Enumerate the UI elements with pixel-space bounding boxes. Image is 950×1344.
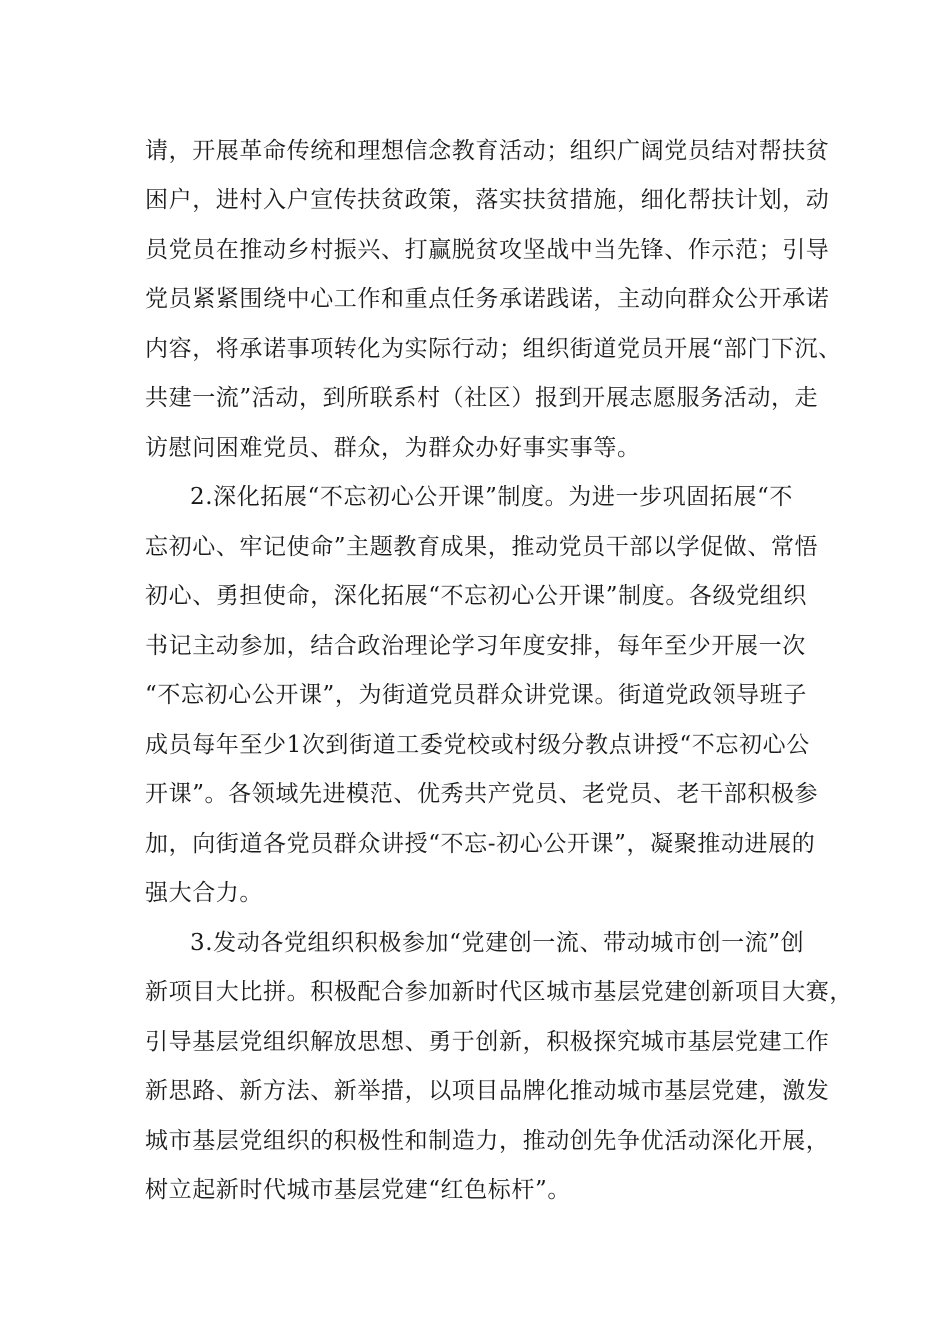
- text-line-22: 树立起新时代城市基层党建“红色标杆”。: [145, 1177, 571, 1203]
- text-line-12: “不忘初心公开课”，为街道党员群众讲党课。街道党政领导班子: [145, 682, 807, 708]
- text-line-13: 成员每年至少1次到街道工委党校或村级分教点讲授“不忘初心公: [145, 732, 810, 758]
- paragraph-2-first-line: 2.深化拓展“不忘初心公开课”制度。为进一步巩固拓展“不: [190, 484, 794, 510]
- text-line-21: 城市基层党组织的积极性和制造力，推动创先争优活动深化开展，: [145, 1128, 830, 1154]
- paragraph-3-first-line: 3.发动各党组织积极参加“党建创一流、带动城市创一流”创: [190, 930, 805, 956]
- text-line-16: 强大合力。: [145, 880, 263, 906]
- text-line-11: 书记主动参加，结合政治理论学习年度安排，每年至少开展一次: [145, 633, 806, 659]
- text-line-7: 访慰问困难党员、群众，为群众办好事实事等。: [145, 435, 641, 461]
- text-line-1: 请，开展革命传统和理想信念教育活动；组织广阔党员结对帮扶贫: [145, 138, 830, 164]
- text-line-18: 新项目大比拼。积极配合参加新时代区城市基层党建创新项目大赛，: [145, 979, 853, 1005]
- text-line-5: 内容，将承诺事项转化为实际行动；组织街道党员开展“部门下沉、: [145, 336, 842, 362]
- text-line-20: 新思路、新方法、新举措，以项目品牌化推动城市基层党建，激发: [145, 1078, 830, 1104]
- text-line-4: 党员紧紧围绕中心工作和重点任务承诺践诺，主动向群众公开承诺: [145, 286, 830, 312]
- text-line-19: 引导基层党组织解放思想、勇于创新，积极探究城市基层党建工作: [145, 1029, 830, 1055]
- text-line-9: 忘初心、牢记使命”主题教育成果，推动党员干部以学促做、常悟: [145, 534, 819, 560]
- text-line-2: 困户，进村入户宣传扶贫政策，落实扶贫措施，细化帮扶计划，动: [145, 187, 830, 213]
- text-line-14: 开课”。各领域先进模范、优秀共产党员、老党员、老干部积极参: [145, 781, 819, 807]
- text-line-10: 初心、勇担使命，深化拓展“不忘初心公开课”制度。各级党组织: [145, 583, 807, 609]
- text-line-6: 共建一流”活动，到所联系村（社区）报到开展志愿服务活动，走: [145, 385, 819, 411]
- text-line-15: 加，向街道各党员群众讲授“不忘-初心公开课”，凝聚推动进展的: [145, 831, 816, 857]
- text-line-3: 员党员在推动乡村振兴、打赢脱贫攻坚战中当先锋、作示范；引导: [145, 237, 830, 263]
